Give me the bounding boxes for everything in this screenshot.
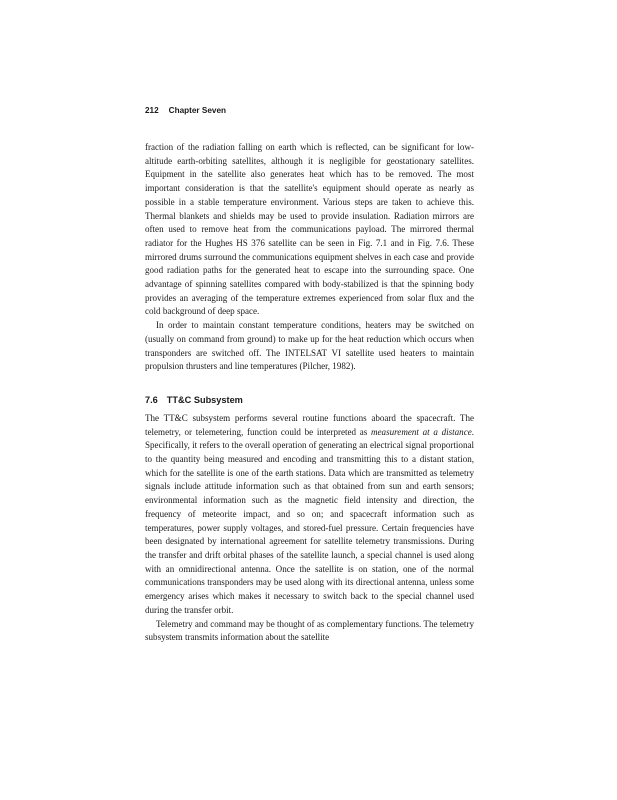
body-paragraph: In order to maintain constant temperature conditions, heaters may be switched on (usually on command from ground) to make up for the heat reduction which occurs when transponders are switched off. The INTELSAT VI satellite used heaters to maintain propulsion thrusters and line temperatures (Pilcher, 1982). (145, 320, 474, 372)
section-number: 7.6 (145, 394, 158, 405)
paragraph-text: . Specifically, it refers to the overall operation of generating an electrical signal proportional to the quantity being measured and encoding and transmitting this to a distant station, which for the satellite is one of the earth stations. Data which are transmitted as telemetry signals include attitude information such as that obtained from sun and earth sensors; environmental information such as the magnetic field intensity and direction, the frequency of meteorite impact, and so on; and spacecraft information such as temperatures, power supply voltages, and stored-fuel pressure. Certain frequencies have been designated by international agreement for satellite telemetry transmissions. During the transfer and drift orbital phases of the satellite launch, a special channel is used along with an omnidirectional antenna. Once the satellite is on station, one of the normal communications transponders may be used along with its directional antenna, unless some emergency arises which makes it necessary to switch back to the special channel used during the transfer orbit. (145, 426, 474, 615)
paragraph-text: The TT&C subsystem performs several routine functions aboard the spacecraft. The telemetry, or telemetering, function could be interpreted as (145, 412, 474, 437)
section-heading (145, 393, 474, 407)
body-paragraph: fraction of the radiation falling on earth which is reflected, can be significant for low-altitude earth-orbiting satellites, although it is negligible for geostationary satellites. Equipment in the satellite also generates heat which has to be removed. The most important consideration is that the satellite's equipment should operate as nearly as possible in a stable temperature environment. Various steps are taken to achieve this. Thermal blankets and shields may be used to provide insulation. Radiation mirrors are often used to remove heat from the communications payload. The mirrored thermal radiator for the Hughes HS 376 satellite can be seen in Fig. 7.1 and in Fig. 7.6. These mirrored drums surround the communications equipment shelves in each case and provide good radiation paths for the generated heat to escape into the surrounding space. One advantage of spinning satellites compared with body-stabilized is that the spinning body provides an averaging of the temperature extremes experienced from solar flux and the cold background of deep space. (145, 142, 474, 317)
chapter-title: Chapter Seven (168, 106, 227, 115)
running-header (145, 104, 474, 118)
page-number: 212 (145, 106, 159, 115)
emphasized-term: measurement at a distance (371, 426, 472, 437)
section-title: TT&C Subsystem (166, 394, 243, 405)
body-paragraph (145, 412, 474, 618)
body-paragraph: Telemetry and command may be thought of as complementary functions. The telemetry subsystem transmits information about the satellite (145, 618, 474, 643)
book-page (145, 104, 474, 645)
